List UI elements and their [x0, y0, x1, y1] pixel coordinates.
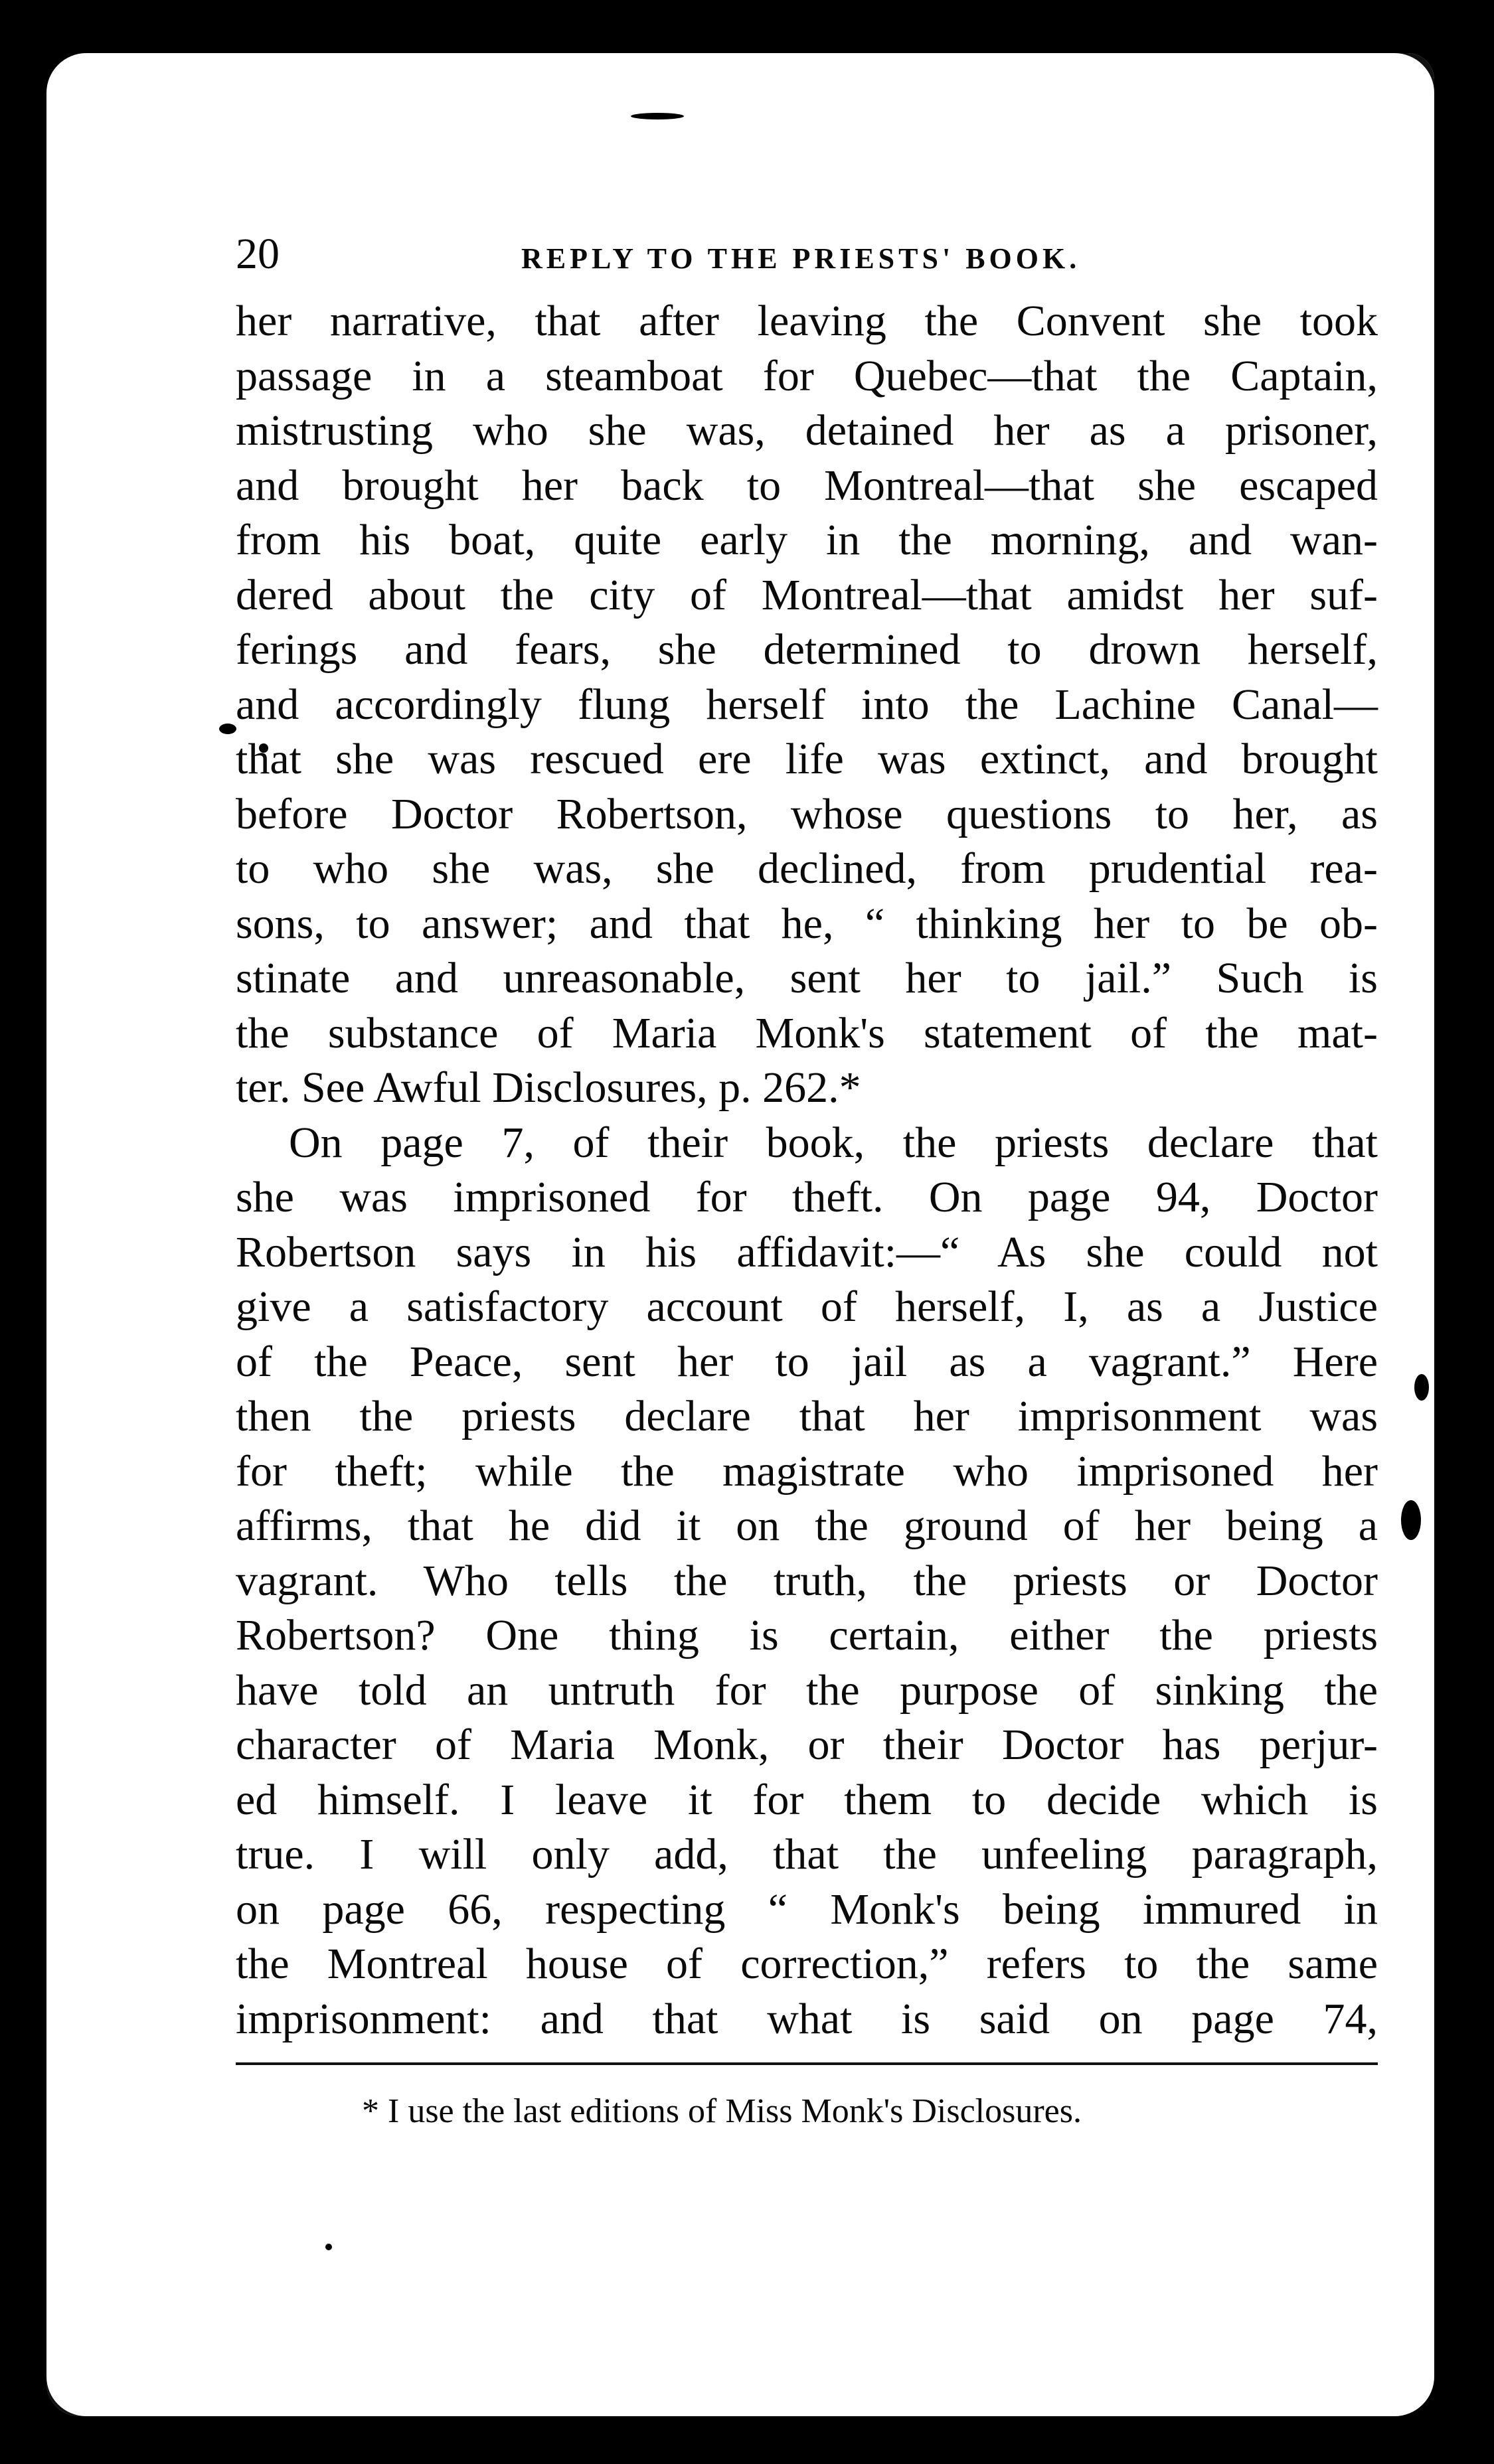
text-line: for theft; while the magistrate who imprisoned her — [236, 1446, 1378, 1496]
text-line: give a satisfactory account of herself, I, as a Justice — [236, 1282, 1378, 1331]
running-head — [236, 229, 1378, 289]
scan-speck — [1401, 1500, 1421, 1540]
text-line: the substance of Maria Monk's statement of the mat- — [236, 1008, 1378, 1057]
text-line: imprisonment: and that what is said on page 74, — [236, 1994, 1378, 2043]
text-line: vagrant. Who tells the truth, the priests or Doctor — [236, 1556, 1378, 1605]
footnote-rule — [236, 2062, 1378, 2065]
scan-speck — [1414, 1374, 1429, 1401]
text-line: stinate and unreasonable, sent her to jail.” Such is — [236, 954, 1378, 1002]
text-line: Robertson says in his affidavit:—“ As she could not — [236, 1227, 1378, 1276]
text-line: that she was rescued ere life was extinct, and brought — [236, 735, 1378, 783]
text-line: affirms, that he did it on the ground of her being a — [236, 1502, 1378, 1550]
text-line: passage in a steamboat for Quebec—that the Captain, — [236, 351, 1378, 400]
footnote: * I use the last editions of Miss Monk's Disclosures. — [362, 2092, 1082, 2130]
text-line: then the priests declare that her imprisonment was — [236, 1392, 1378, 1440]
page-number: 20 — [236, 230, 280, 278]
scan-speck — [631, 113, 684, 119]
text-line: on page 66, respecting “ Monk's being immured in — [236, 1885, 1378, 1934]
text-line: ed himself. I leave it for them to decide which is — [236, 1775, 1378, 1824]
page-paper — [46, 53, 1434, 2416]
body-text — [236, 294, 1378, 2046]
text-line: and brought her back to Montreal—that she escaped — [236, 461, 1378, 510]
text-line: before Doctor Robertson, whose questions to her, as — [236, 789, 1378, 838]
text-line: On page 7, of their book, the priests declare that — [289, 1118, 1378, 1167]
text-line: and accordingly flung herself into the Lachine Canal— — [236, 680, 1378, 729]
page-content — [236, 229, 1378, 2131]
scan-speck — [219, 724, 236, 734]
scan-speck — [325, 2244, 332, 2250]
text-line: sons, to answer; and that he, “ thinking her to be ob- — [236, 899, 1378, 948]
text-line: ter. See Awful Disclosures, p. 262.* — [236, 1063, 861, 1112]
text-line: she was imprisoned for theft. On page 94, Doctor — [236, 1173, 1378, 1221]
text-line: ferings and fears, she determined to drown herself, — [236, 625, 1378, 674]
running-title: REPLY TO THE PRIESTS' BOOK. — [521, 242, 1081, 275]
text-line: to who she was, she declined, from prudential rea- — [236, 844, 1378, 893]
text-line: character of Maria Monk, or their Doctor has perjur- — [236, 1721, 1378, 1769]
text-line: dered about the city of Montreal—that amidst her suf- — [236, 570, 1378, 619]
text-line: mistrusting who she was, detained her as a prisoner, — [236, 406, 1378, 455]
text-line: her narrative, that after leaving the Convent she took — [236, 297, 1378, 345]
text-line: Robertson? One thing is certain, either the priests — [236, 1611, 1378, 1659]
text-line: of the Peace, sent her to jail as a vagrant.” Here — [236, 1337, 1378, 1386]
text-line: have told an untruth for the purpose of sinking the — [236, 1665, 1378, 1715]
text-line: true. I will only add, that the unfeeling paragraph, — [236, 1830, 1378, 1879]
text-line: the Montreal house of correction,” refers to the same — [236, 1940, 1378, 1988]
text-line: from his boat, quite early in the morning, and wan- — [236, 516, 1378, 564]
